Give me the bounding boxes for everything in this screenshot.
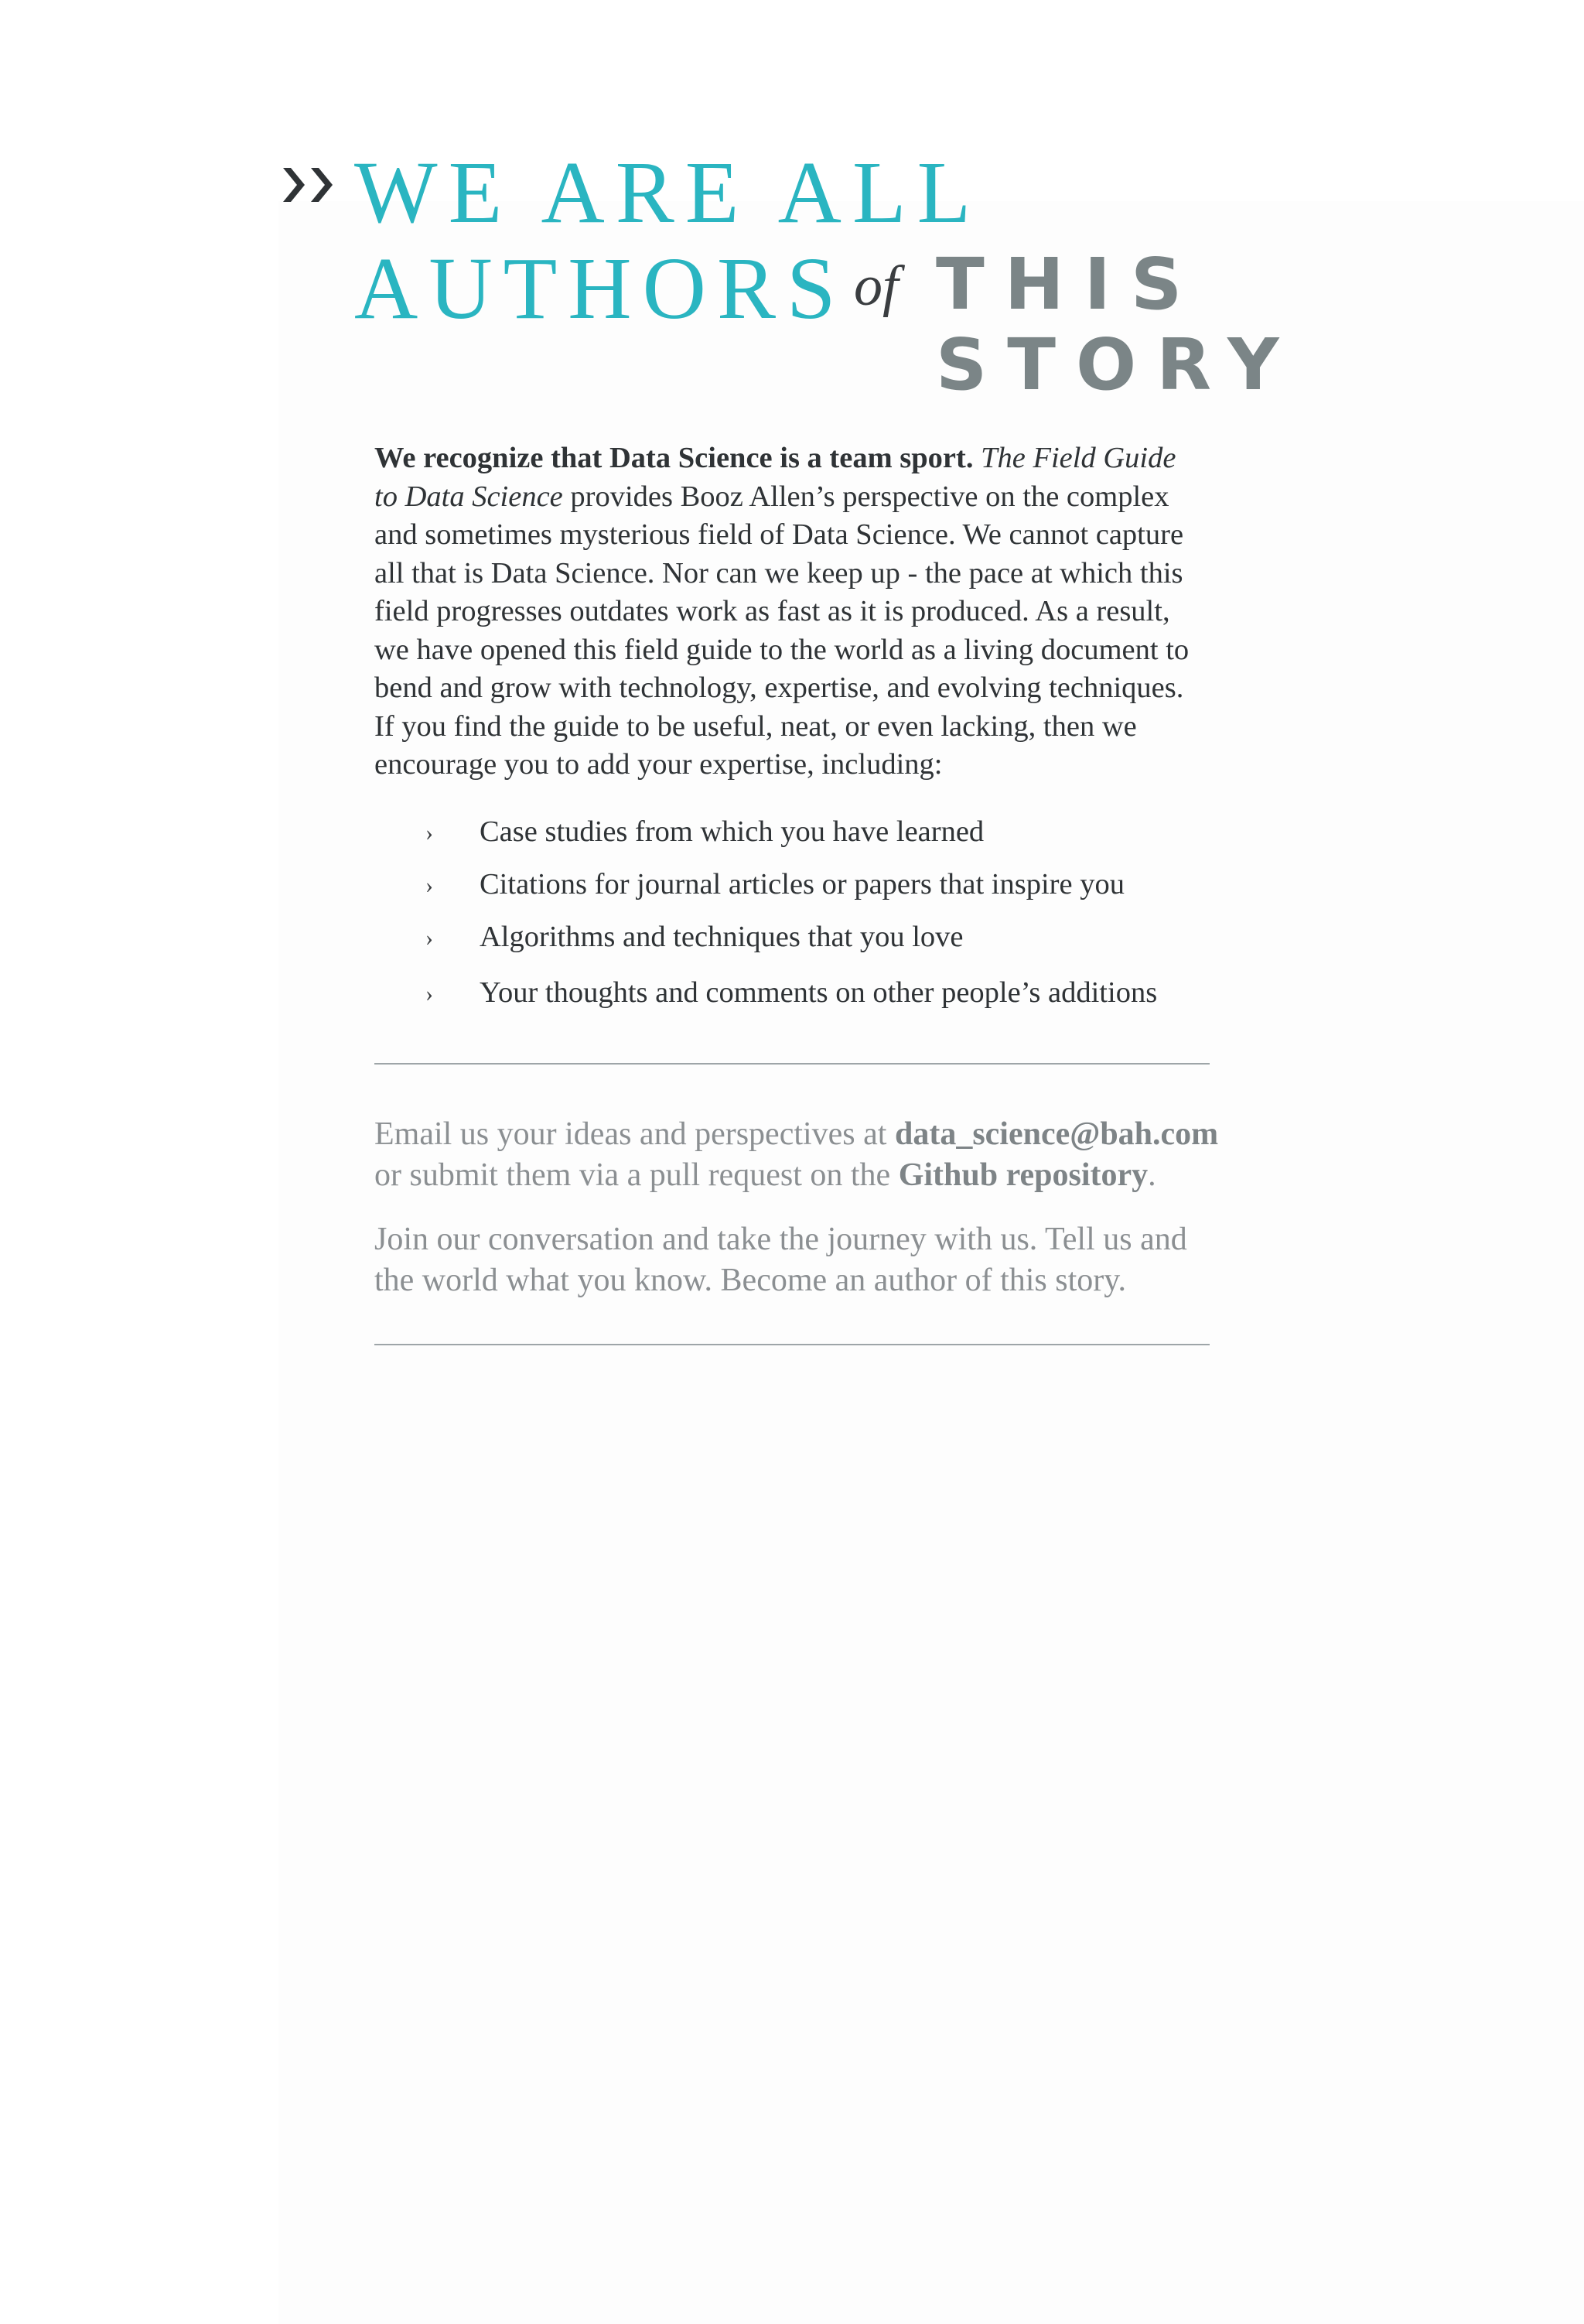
contribution-list <box>374 808 1256 1022</box>
contact-middle: or submit them via a pull request on the <box>374 1157 891 1193</box>
list-item-text: Citations for journal articles or papers that inspire you <box>480 868 1125 901</box>
bullet-marker: › <box>425 981 433 1006</box>
contact-suffix: . <box>1148 1157 1156 1193</box>
bullet-marker: › <box>425 925 433 951</box>
closing-paragraph: Join our conversation and take the journey with us. Tell us and the world what you know. Become an author of this story. <box>374 1222 1187 1298</box>
divider-top <box>374 1063 1210 1065</box>
heading-accent-line-1: THIS <box>936 243 1203 326</box>
heading-line-1: WE ARE ALL <box>354 143 982 241</box>
list-item-text: Algorithms and techniques that you love <box>480 921 964 953</box>
list-item <box>374 861 1256 914</box>
contact-prefix: Email us your ideas and perspectives at <box>374 1116 887 1152</box>
github-repo-link[interactable]: Github repository <box>898 1157 1149 1193</box>
intro-paragraph <box>374 439 1194 784</box>
list-item <box>374 808 1256 861</box>
heading-connector: of <box>854 255 899 318</box>
list-item <box>374 969 1256 1022</box>
intro-lead: We recognize that Data Science is a team sport. <box>374 442 974 474</box>
heading-accent-line-2: STORY <box>936 323 1299 406</box>
divider-bottom <box>374 1344 1210 1345</box>
bullet-marker: › <box>425 820 433 846</box>
list-item <box>374 914 1256 966</box>
double-chevron-right-icon <box>280 165 340 205</box>
bullet-marker: › <box>425 873 433 898</box>
contact-paragraph <box>374 1114 1225 1196</box>
intro-body: provides Booz Allen’s perspective on the complex and sometimes mysterious field of Data Science. We cannot capture all that is Data Science. Nor can we keep up - the pace at which this field progresses outdates work as fast as it is produced. As a result, we have opened this field guide to the world as a living document to bend and grow with technology, expertise, and evolving techniques. If you find the guide to be useful, neat, or even lacking, then we encourage you to add your expertise, including: <box>374 480 1190 781</box>
list-item-text: Your thoughts and comments on other people’s additions <box>480 976 1158 1009</box>
book-title: The Field Guide to Data Science <box>374 442 1176 513</box>
heading-line-2: AUTHORS <box>354 239 847 337</box>
email-link[interactable]: data_science@bah.com <box>894 1116 1219 1152</box>
list-item-text: Case studies from which you have learned <box>480 815 985 848</box>
